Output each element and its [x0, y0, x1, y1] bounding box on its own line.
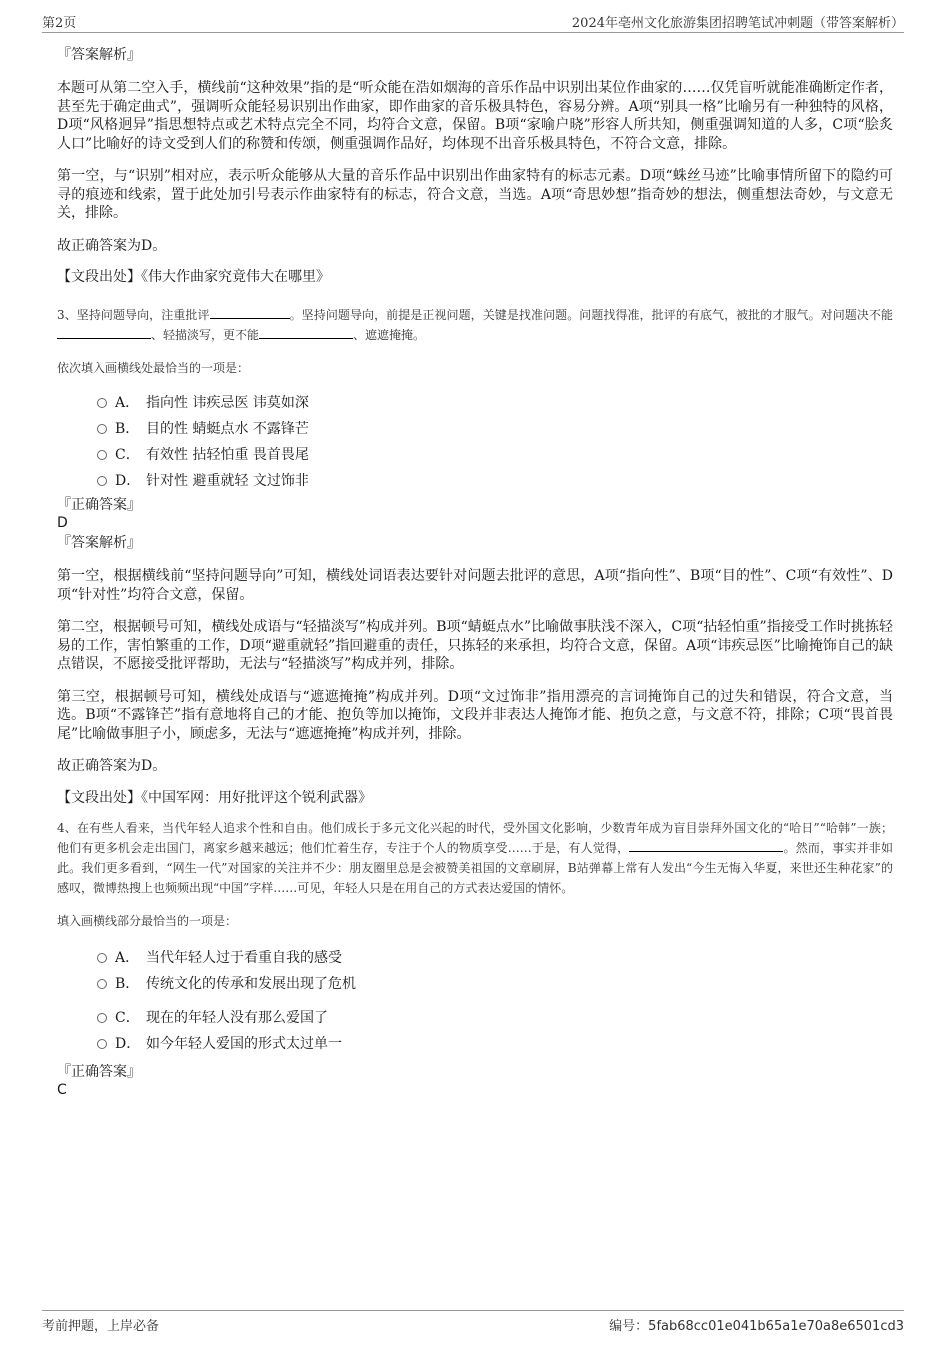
radio-icon[interactable] [97, 424, 107, 434]
page-header [42, 12, 904, 33]
option-c[interactable] [57, 1005, 893, 1031]
answer-blank [259, 325, 353, 339]
question-4-text [57, 818, 893, 898]
option-b[interactable] [57, 416, 893, 442]
radio-icon[interactable] [97, 450, 107, 460]
radio-icon[interactable] [97, 1039, 107, 1049]
answer-blank [210, 305, 290, 319]
code-value: 5fab68cc01e041b65a1e70a8e6501cd3 [648, 1319, 904, 1334]
option-letter: C． [115, 1009, 140, 1026]
analysis-paragraph: 第二空，根据顿号可知，横线处成语与“轻描淡写”构成并列。B项“蜻蜓点水”比喻做事肤浅不深入，C项“拈轻怕重”指接受工作时挑拣轻易的工作，害怕繁重的工作，D项“避重就轻”指回避重的责任，只拣轻的来承担，均符合文意，保留。A项“讳疾忌医”比喻掩饰自己的缺点错误，不愿接受批评帮助，无法与“轻描淡写”构成并列，排除。 [57, 619, 893, 672]
analysis-paragraph: 本题可从第二空入手，横线前“这种效果”指的是“听众能在浩如烟海的音乐作品中识别出某位作曲家的……仅凭盲听就能准确断定作者，甚至先于确定曲式”，强调听众能轻易识别出作曲家，即作曲家的音乐极具特色，容易分辨。A项“别具一格”比喻另有一种独特的风格，D项“风格迥异”指思想特点或艺术特点完全不同，均符合文意，保留。B项“家喻户晓”形容人所共知，侧重强调知道的人多，C项“脍炙人口”比喻好的诗文受到人们的称赞和传颂，侧重强调作品好，均体现不出音乐极具特色，不符合文意，排除。 [57, 80, 893, 152]
document-title: 2024年亳州文化旅游集团招聘笔试冲刺题（带答案解析） [571, 16, 904, 31]
answer-blank [629, 838, 783, 852]
option-letter: D． [115, 473, 141, 489]
option-text: 现在的年轻人没有那么爱国了 [146, 1009, 328, 1026]
answer-blank [57, 325, 151, 339]
option-a[interactable] [57, 945, 893, 971]
document-code [609, 1315, 904, 1334]
option-text: 如今年轻人爱国的形式太过单一 [146, 1035, 342, 1052]
question-text-part: 、遮遮掩掩。 [353, 328, 426, 342]
analysis-paragraph: 第三空，根据顿号可知，横线处成语与“遮遮掩掩”构成并列。D项“文过饰非”指用漂亮的言词掩饰自己的过失和错误，符合文意，当选。B项“不露锋芒”指有意地将自己的才能、抱负等加以掩饰，文段并非表达人掩饰才能、抱负之意，与文意不符，排除；C项“畏首畏尾”比喻做事胆子小，顾虑多，无法与“遮遮掩掩”构成并列，排除。 [57, 688, 893, 742]
correct-answer: D [57, 515, 68, 531]
option-letter: D． [115, 1035, 141, 1052]
source-citation: 【文段出处】《伟大作曲家究竟伟大在哪里》 [57, 269, 330, 285]
option-d[interactable] [57, 1031, 893, 1057]
option-text: 传统文化的传承和发展出现了危机 [146, 975, 356, 992]
option-text: 针对性 避重就轻 文过饰非 [146, 473, 309, 489]
option-text: 有效性 拈轻怕重 畏首畏尾 [146, 447, 309, 463]
option-b[interactable] [57, 971, 893, 997]
option-text: 指向性 讳疾忌医 讳莫如深 [146, 395, 309, 411]
radio-icon[interactable] [97, 398, 107, 408]
option-text: 当代年轻人过于看重自我的感受 [146, 949, 342, 966]
page-number: 第2页 [42, 16, 77, 31]
radio-icon[interactable] [97, 476, 107, 486]
conclusion: 故正确答案为D。 [57, 237, 167, 254]
radio-icon[interactable] [97, 953, 107, 963]
correct-answer: C [57, 1081, 67, 1098]
question-prompt: 填入画横线部分最恰当的一项是： [57, 913, 238, 928]
question-text-part: 4、在有些人看来，当代年轻人追求个性和自由。他们成长于多元文化兴起的时代，受外国文化影响，少数青年成为盲目崇拜外国文化的“哈日”“哈韩”一族；他们有更多机会走出国门，离家乡越来越远；他们忙着生存，专注于个人的物质享受……于是，有人觉得， [57, 820, 893, 855]
option-letter: B． [115, 975, 140, 992]
option-letter: C． [115, 447, 140, 463]
option-c[interactable] [57, 442, 893, 468]
page-content [57, 46, 893, 1099]
analysis-label: 『答案解析』 [57, 535, 141, 551]
option-letter: A． [115, 949, 140, 966]
page-footer [42, 1310, 904, 1334]
analysis-label: 『答案解析』 [57, 47, 141, 63]
question-text-part: 。坚持问题导向，前提是正视问题，关键是找准问题。问题找得准，批评的有底气，被批的才服气。对问题决不能 [289, 308, 893, 322]
option-letter: A． [115, 395, 140, 411]
radio-icon[interactable] [97, 1013, 107, 1023]
options-list [57, 945, 893, 1057]
analysis-paragraph: 第一空，根据横线前“坚持问题导向”可知，横线处词语表达要针对问题去批评的意思，A项“指向性”、B项“目的性”、C项“有效性”、D项“针对性”均符合文意，保留。 [57, 568, 893, 603]
question-text-part: 。然而，事实并非如此。我们更多看到，“网生一代”对国家的关注并不少：朋友圈里总是会被赞美祖国的文章刷屏，B站弹幕上常有人发出“今生无悔入华夏，来世还生种花家”的感叹，微博热搜上也频频出现“中国”字样……可见，年轻人只是在用自己的方式表达爱国的情怀。 [57, 840, 893, 895]
conclusion: 故正确答案为D。 [57, 758, 167, 774]
answer-label: 『正确答案』 [57, 497, 141, 513]
option-d[interactable] [57, 468, 893, 494]
option-a[interactable] [57, 390, 893, 416]
option-text: 目的性 蜻蜓点水 不露锋芒 [146, 421, 309, 437]
code-label: 编号： [609, 1319, 649, 1334]
footer-slogan: 考前押题，上岸必备 [42, 1319, 160, 1334]
question-3-text [57, 305, 893, 345]
analysis-paragraph: 第一空，与“识别”相对应，表示听众能够从大量的音乐作品中识别出作曲家特有的标志元素。D项“蛛丝马迹”比喻事情所留下的隐约可寻的痕迹和线索，置于此处加引号表示作曲家特有的标志，符合文意，当选。A项“奇思妙想”指奇妙的想法，侧重想法奇妙，与文意无关，排除。 [57, 168, 893, 221]
question-text-part: 3、坚持问题导向，注重批评 [57, 308, 210, 322]
question-prompt: 依次填入画横线处最恰当的一项是： [57, 361, 250, 375]
source-citation: 【文段出处】《中国军网：用好批评这个锐利武器》 [57, 789, 372, 806]
question-text-part: 、轻描淡写，更不能 [151, 328, 260, 342]
answer-label: 『正确答案』 [57, 1063, 141, 1080]
radio-icon[interactable] [97, 979, 107, 989]
option-letter: B． [115, 421, 140, 437]
options-list [57, 390, 893, 494]
